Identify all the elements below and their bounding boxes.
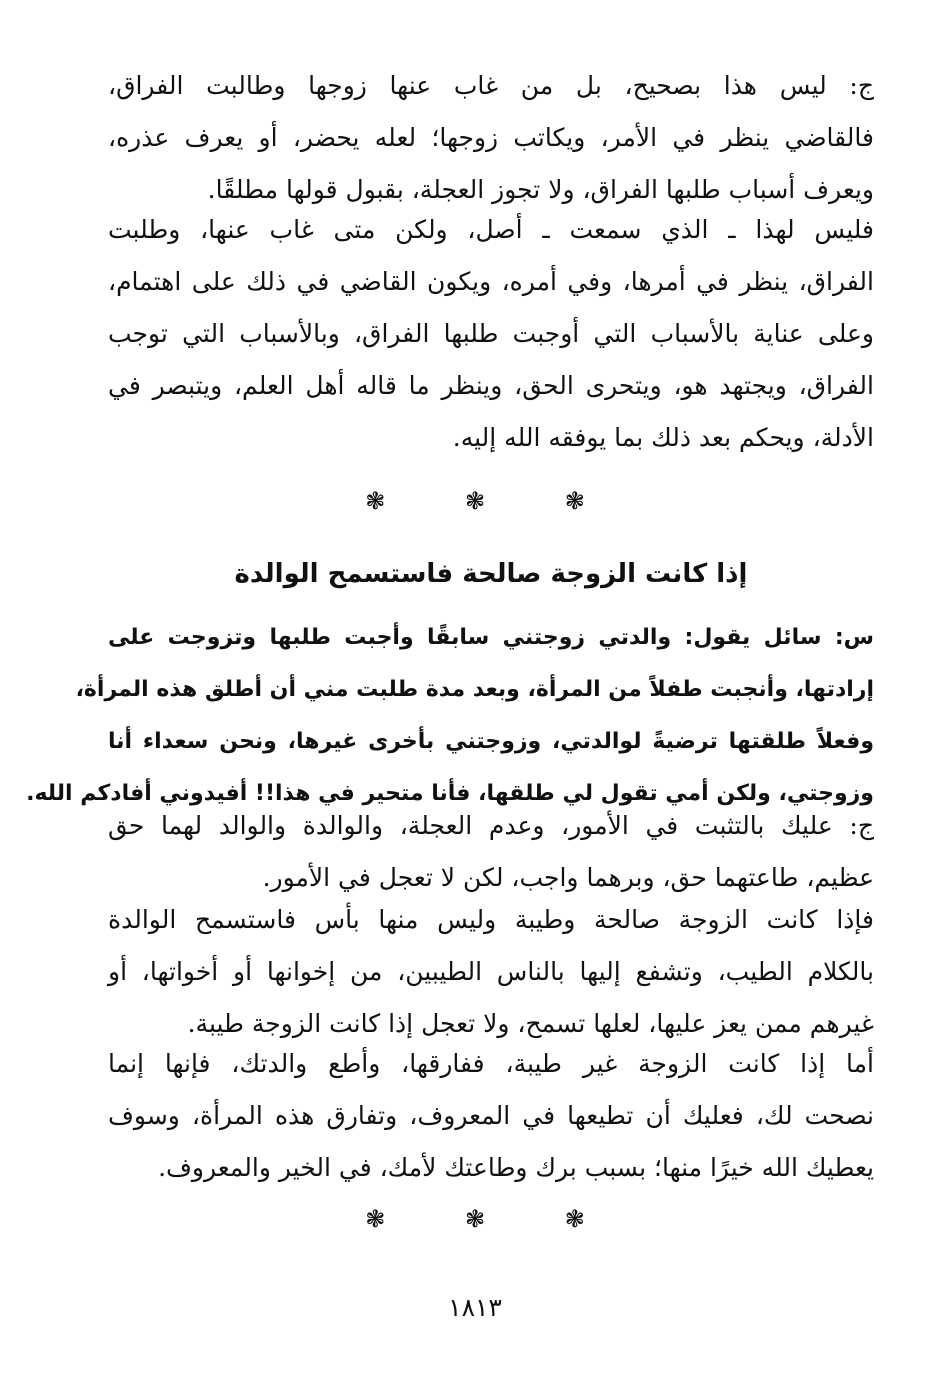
text-line: غيرهم ممن يعز عليها، لعلها تسمح، ولا تعجل إذا كانت الزوجة طيبة. [187, 1009, 874, 1038]
asterisk-ornament-icon: ❃ [564, 1205, 585, 1233]
asterisk-ornament-icon: ❃ [464, 1205, 486, 1233]
text-line: ج: ليس هذا بصحيح، بل من غاب عنها زوجها وطالبت الفراق، [108, 71, 874, 100]
section-separator [0, 486, 950, 516]
section-separator [0, 1204, 950, 1234]
text-line: عظيم، طاعتهما حق، وبرهما واجب، لكن لا تعجل في الأمور. [262, 863, 874, 892]
text-line: الأدلة، ويحكم بعد ذلك بما يوفقه الله إليه. [452, 423, 874, 452]
text-line: ج: عليك بالتثبت في الأمور، وعدم العجلة، والوالدة والوالد لهما حق [108, 811, 874, 840]
text-line: ويعرف أسباب طلبها الفراق، ولا تجوز العجلة، بقبول قولها مطلقًا. [207, 175, 874, 204]
asterisk-ornament-icon: ❃ [564, 487, 585, 515]
text-line: إرادتها، وأنجبت طفلاً من المرأة، وبعد مدة طلبت مني أن أطلق هذه المرأة، [75, 677, 874, 702]
page-number: ١٨١٣ [448, 1293, 502, 1322]
asterisk-ornament-icon: ❃ [464, 487, 486, 515]
text-line: وفعلاً طلقتها ترضيةً لوالدتي، وزوجتني بأخرى غيرها، ونحن سعداء أنا [108, 729, 874, 754]
text-line: نصحت لك، فعليك أن تطيعها في المعروف، وتفارق هذه المرأة، وسوف [108, 1101, 874, 1130]
text-line: أما إذا كانت الزوجة غير طيبة، ففارقها، وأطع والدتك، فإنها إنما [108, 1049, 874, 1078]
text-line: يعطيك الله خيرًا منها؛ بسبب برك وطاعتك لأمك، في الخير والمعروف. [158, 1153, 874, 1182]
text-line: بالكلام الطيب، وتشفع إليها بالناس الطيبين، من إخوانها أو أخواتها، أو [108, 957, 874, 986]
text-line: س: سائل يقول: والدتي زوجتني سابقًا وأجبت طلبها وتزوجت على [108, 625, 874, 650]
text-line: فليس لهذا ـ الذي سمعت ـ أصل، ولكن متى غاب عنها، وطلبت [108, 215, 874, 244]
text-line: فإذا كانت الزوجة صالحة وطيبة وليس منها بأس فاستسمح الوالدة [108, 905, 874, 934]
section-heading: إذا كانت الزوجة صالحة فاستسمح الوالدة [234, 559, 748, 589]
text-line: وعلى عناية بالأسباب التي أوجبت طلبها الفراق، وبالأسباب التي توجب [108, 319, 874, 348]
text-line: الفراق، ينظر في أمرها، وفي أمره، ويكون القاضي في ذلك على اهتمام، [108, 267, 874, 296]
text-line: فالقاضي ينظر في الأمر، ويكاتب زوجها؛ لعله يحضر، أو يعرف عذره، [108, 123, 874, 152]
asterisk-ornament-icon: ❃ [365, 1205, 386, 1233]
text-line: الفراق، ويجتهد هو، ويتحرى الحق، وينظر ما قاله أهل العلم، ويتبصر في [108, 371, 874, 400]
text-line: وزوجتي، ولكن أمي تقول لي طلقها، فأنا متحير في هذا!! أفيدوني أفادكم الله. [26, 781, 874, 806]
asterisk-ornament-icon: ❃ [365, 487, 386, 515]
